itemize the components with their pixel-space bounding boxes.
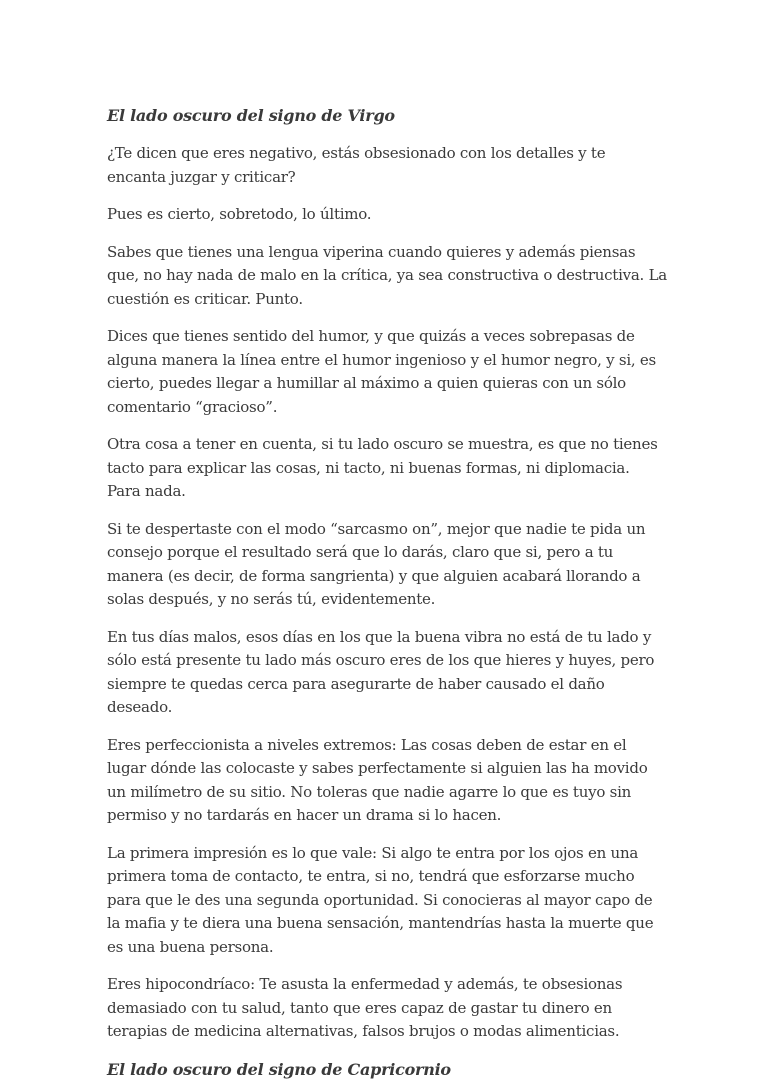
- paragraph: Si te despertaste con el modo “sarcasmo on”, mejor que nadie te pida un consejo porque el resultado será que lo darás, claro que si, pero a tu manera (es decir, de forma sangrienta) y que alguien acabará llorando a solas después, y no serás tú, evidentemente.: [107, 519, 646, 608]
- paragraph: Eres hipocondríaco: Te asusta la enfermedad y además, te obsesionas demasiado con tu salud, tanto que eres capaz de gastar tu dinero en terapias de medicina alternativas, falsos brujos o modas alimenticias.: [107, 975, 623, 1040]
- section-heading-virgo: El lado oscuro del signo de Virgo: [107, 106, 395, 125]
- paragraph: Otra cosa a tener en cuenta, si tu lado oscuro se muestra, es que no tienes tacto para explicar las cosas, ni tacto, ni buenas formas, ni diplomacia. Para nada.: [107, 435, 658, 500]
- document-body: [107, 104, 667, 1082]
- paragraph: Eres perfeccionista a niveles extremos: Las cosas deben de estar en el lugar dónde las colocaste y sabes perfectamente si alguien las ha movido un milímetro de su sitio. No toleras que nadie agarre lo que es tuyo sin permiso y no tardarás en hacer un drama si lo hacen.: [107, 735, 648, 824]
- paragraph: Dices que tienes sentido del humor, y que quizás a veces sobrepasas de alguna manera la línea entre el humor ingenioso y el humor negro, y si, es cierto, puedes llegar a humillar al máximo a quien quieras con un sólo comentario “gracioso”.: [107, 327, 656, 416]
- section-heading-capricornio: El lado oscuro del signo de Capricornio: [107, 1059, 451, 1079]
- paragraph: Sabes que tienes una lengua viperina cuando quieres y además piensas que, no hay nada de malo en la crítica, ya sea constructiva o destructiva. La cuestión es criticar. Punto.: [107, 242, 667, 308]
- paragraph: En tus días malos, esos días en los que la buena vibra no está de tu lado y sólo está presente tu lado más oscuro eres de los que hieres y huyes, pero siempre te quedas cerca para asegurarte de haber causado el daño deseado.: [107, 627, 655, 716]
- paragraph: ¿Te dicen que eres negativo, estás obsesionado con los detalles y te encanta juzgar y criticar?: [107, 144, 606, 186]
- paragraph: Pues es cierto, sobretodo, lo último.: [107, 205, 372, 223]
- paragraph: La primera impresión es lo que vale: Si algo te entra por los ojos en una primera toma de contacto, te entra, si no, tendrá que esforzarse mucho para que le des una segunda oportunidad. Si conocieras al mayor capo de la mafia y te diera una buena sensación, mantendrías hasta la muerte que es una buena persona.: [107, 843, 654, 956]
